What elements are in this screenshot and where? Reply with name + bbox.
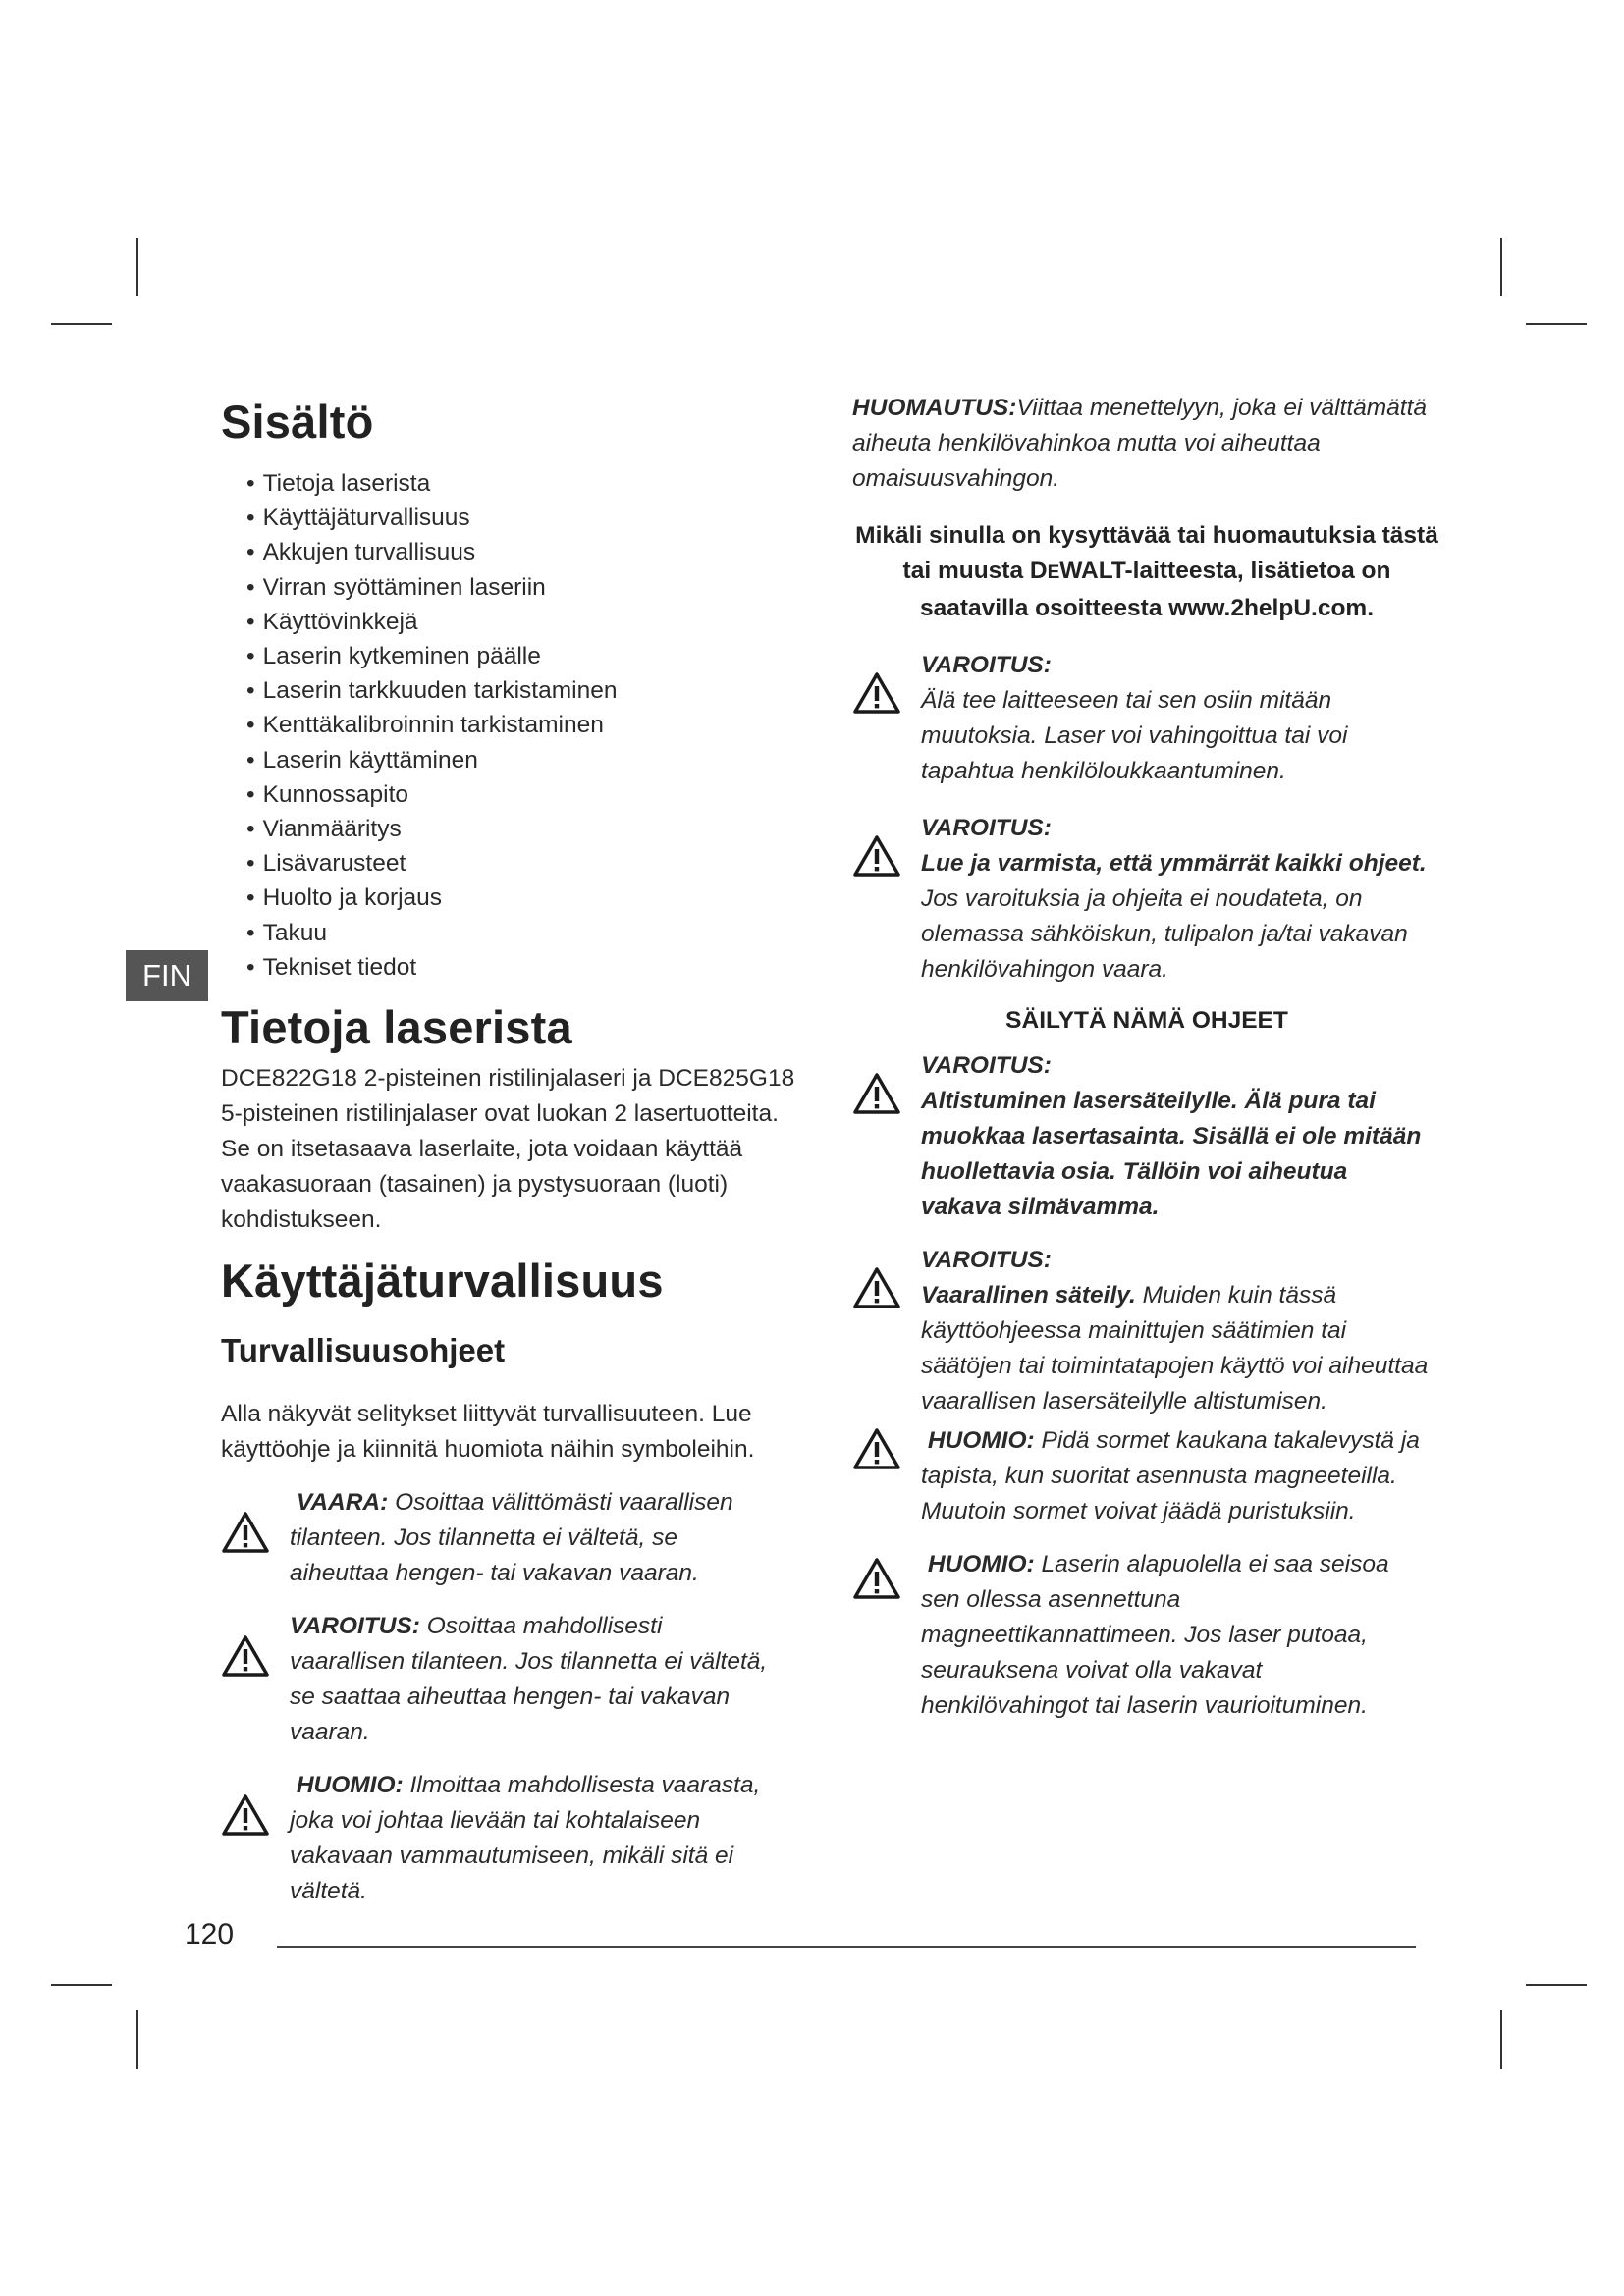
warning-block-1 [852, 648, 1441, 789]
toc-item: • Kunnossapito [246, 777, 810, 812]
warning-2-bold: Lue ja varmista, että ymmärrät kaikki ohjeet. [921, 850, 1427, 877]
warning-2-label: VAROITUS: [921, 815, 1052, 841]
warning-2-description: Jos varoituksia ja ohjeita ei noudateta, on olemassa sähköiskun, tulipalon ja/tai vakavan henkilövahingon vaara. [921, 885, 1408, 983]
warning-description: Osoittaa mahdollisesti vaarallisen tilanteen. Jos tilannetta ei vältetä, se saattaa aiheuttaa hengen- tai vakavan vaaran. [290, 1613, 768, 1746]
caution-2-text [921, 1547, 1432, 1724]
caution-2-description: Laserin alapuolella ei saa seisoa sen ollessa asennettuna magneettikannattimeen. Jos laser putoaa, seurauksena voivat olla vakavat henkilövahingot tai laserin vaurioituminen. [921, 1551, 1389, 1719]
warning-block-4 [852, 1243, 1441, 1419]
info-text-1: Mikäli sinulla on kysyttävää tai huomautuksia tästä tai muusta D [855, 522, 1438, 584]
warning-1-description: Älä tee laitteeseen tai sen osiin mitään muutoksia. Laser voi vahingoittua tai voi tapahtua henkilöloukkaantuminen. [921, 687, 1348, 784]
warning-triangle-icon [221, 1511, 270, 1554]
warning-4-bold: Vaarallinen säteily. [921, 1282, 1136, 1308]
toc-item: • Laserin käyttäminen [246, 743, 810, 777]
warning-block-3 [852, 1048, 1441, 1225]
warning-4-text [921, 1243, 1432, 1419]
safety-subtitle: Turvallisuusohjeet [221, 1332, 506, 1369]
info-text-2: WALT-laitteesta, lisätietoa on saatavilla osoitteesta www.2helpU.com. [919, 558, 1391, 621]
crop-mark [1526, 1984, 1587, 1986]
crop-mark [1500, 238, 1502, 296]
caution-1-description: Pidä sormet kaukana takalevystä ja tapista, kun suoritat asennusta magneeteilla. Muutoin sormet voivat jäädä puristuksiin. [921, 1427, 1420, 1524]
notice-text: Viittaa menettelyyn, joka ei välttämättä aiheuta henkilövahinkoa mutta voi aiheuttaa omaisuusvahingon. [852, 395, 1428, 492]
page-number: 120 [185, 1918, 235, 1950]
notice-block [852, 391, 1441, 497]
warning-3-text [921, 1048, 1432, 1225]
warning-3-label: VAROITUS: [921, 1052, 1052, 1079]
crop-mark [136, 238, 138, 296]
toc-item: • Laserin tarkkuuden tarkistaminen [246, 673, 810, 708]
warning-triangle-icon [852, 1557, 901, 1600]
warning-4-description: Muiden kuin tässä käyttöohjeessa mainittujen säätimien tai säätöjen tai toimintatapojen käyttö voi aiheuttaa vaarallisen lasersäteilylle altistumisen. [921, 1282, 1429, 1415]
warning-label: VAROITUS: [290, 1613, 420, 1640]
warning-2-text [921, 811, 1432, 988]
warning-triangle-icon [221, 1634, 270, 1678]
crop-mark [51, 323, 112, 325]
warning-triangle-icon [221, 1793, 270, 1837]
danger-text [290, 1485, 781, 1591]
caution-description: Ilmoittaa mahdollisesta vaarasta, joka voi johtaa lievään tai kohtalaiseen vakavaan vammautumiseen, mikäli sitä ei vältetä. [290, 1772, 761, 1905]
toc-item: • Virran syöttäminen laseriin [246, 570, 810, 605]
about-title: Tietoja laserista [221, 1001, 572, 1054]
warning-triangle-icon [852, 671, 901, 715]
toc-item: • Käyttövinkkejä [246, 605, 810, 639]
right-column [852, 391, 1441, 1724]
caution-1-label: HUOMIO: [927, 1427, 1035, 1454]
toc-title: Sisältö [221, 396, 374, 448]
left-column [221, 391, 810, 1909]
toc-item: • Laserin kytkeminen päälle [246, 639, 810, 673]
warning-triangle-icon [852, 1266, 901, 1309]
toc-item: • Takuu [246, 916, 810, 950]
safety-intro: Alla näkyvät selitykset liittyvät turvallisuuteen. Lue käyttöohje ja kiinnitä huomiota näihin symboleihin. [221, 1401, 755, 1464]
danger-block [221, 1485, 810, 1591]
toc-item: • Huolto ja korjaus [246, 881, 810, 915]
caution-text [290, 1768, 781, 1909]
warning-1-label: VAROITUS: [921, 652, 1052, 678]
info-paragraph [852, 518, 1441, 626]
caution-label: HUOMIO: [296, 1772, 404, 1799]
warning-4-label: VAROITUS: [921, 1247, 1052, 1273]
warning-triangle-icon [852, 1072, 901, 1115]
caution-block-1 [852, 1423, 1441, 1529]
crop-mark [1526, 323, 1587, 325]
toc-item: • Tietoja laserista [246, 466, 810, 501]
toc-item: • Kenttäkalibroinnin tarkistaminen [246, 708, 810, 742]
language-tab: FIN [126, 950, 208, 1001]
crop-mark [1500, 2010, 1502, 2069]
caution-block [221, 1768, 810, 1909]
warning-1-text [921, 648, 1432, 789]
toc-item: • Tekniset tiedot [246, 950, 810, 985]
warning-3-bold: Altistuminen lasersäteilylle. Älä pura tai muokkaa lasertasainta. Sisällä ei ole mitään huollettavia osia. Tällöin voi aiheutua vakava silmävamma. [921, 1088, 1422, 1220]
caution-1-text [921, 1423, 1432, 1529]
danger-label: VAARA: [296, 1489, 389, 1517]
crop-mark [136, 2010, 138, 2069]
warning-block-2 [852, 811, 1441, 988]
warning-triangle-icon [852, 1427, 901, 1470]
footer-rule [277, 1946, 1416, 1948]
keep-instructions-heading: SÄILYTÄ NÄMÄ OHJEET [1005, 1007, 1288, 1034]
about-paragraph-1: DCE822G18 2-pisteinen ristilinjalaseri ja DCE825G18 5-pisteinen ristilinjalaser ovat luokan 2 lasertuotteita. [221, 1065, 795, 1128]
caution-2-label: HUOMIO: [927, 1551, 1035, 1577]
warning-triangle-icon [852, 834, 901, 878]
toc-item: • Vianmääritys [246, 812, 810, 846]
toc-item: • Lisävarusteet [246, 846, 810, 881]
about-paragraph-2: Se on itsetasaava laserlaite, jota voidaan käyttää vaakasuoraan (tasainen) ja pystysuoraan (luoti) kohdistukseen. [221, 1136, 743, 1234]
notice-label: HUOMAUTUS: [852, 395, 1017, 421]
warning-block [221, 1609, 810, 1750]
toc-item: • Akkujen turvallisuus [246, 535, 810, 569]
danger-description: Osoittaa välittömästi vaarallisen tilanteen. Jos tilannetta ei vältetä, se aiheuttaa hengen- tai vakavan vaaran. [290, 1489, 733, 1587]
toc-item: • Käyttäjäturvallisuus [246, 501, 810, 535]
crop-mark [51, 1984, 112, 1986]
toc-list [246, 466, 810, 985]
safety-title: Käyttäjäturvallisuus [221, 1255, 664, 1308]
info-brand-smallcaps: E [1047, 562, 1060, 583]
warning-text [290, 1609, 781, 1750]
caution-block-2 [852, 1547, 1441, 1724]
